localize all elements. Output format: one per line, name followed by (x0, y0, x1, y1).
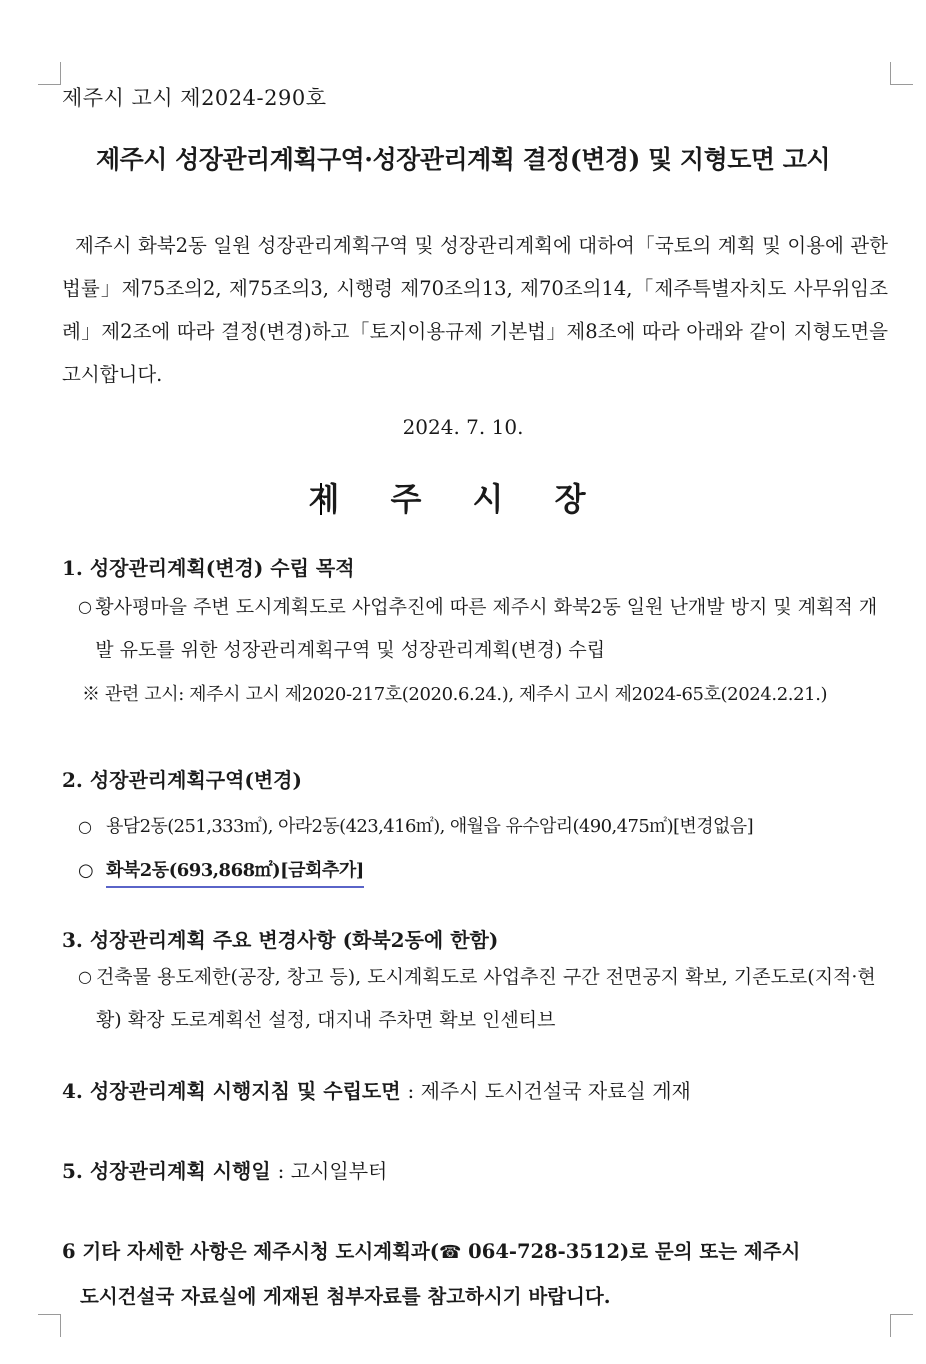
section6-line-1-end: 064-728-3512)로 문의 또는 제주시 (461, 1240, 801, 1263)
section1-related-notice: ※ 관련 고시: 제주시 고시 제2020-217호(2020.6.24.), 제주시 고시 제2024-65호(2024.2.21.) (82, 684, 828, 705)
body-paragraph (62, 224, 888, 396)
section1-bullet (78, 592, 890, 672)
bullet-circle-icon: ○ (78, 860, 94, 881)
section6-line-2: 도시건설국 자료실에 게재된 첨부자료를 참고하시기 바랍니다. (80, 1285, 611, 1308)
section6-closing (62, 1230, 888, 1319)
section2-heading: 2. 성장관리계획구역(변경) (62, 768, 302, 792)
section6-line-1 (62, 1230, 888, 1275)
notice-date: 2024. 7. 10. (402, 415, 524, 439)
section6-line-1-start: 6 기타 자세한 사항은 제주시청 도시계획과( (62, 1240, 439, 1263)
crop-mark-top-left (38, 62, 61, 85)
section2-bullet-2-text: 화북2동(693,868㎡)[금회추가] (106, 856, 364, 888)
signature-text: 제 주 시 장 (308, 480, 606, 518)
bullet-circle-icon: ○ (78, 967, 92, 986)
section2-bullet-1-text: 용담2동(251,333㎡), 아라2동(423,416㎡), 애월읍 유수암리(490,475㎡)[변경없음] (106, 816, 753, 837)
crop-mark-bottom-right (890, 1314, 913, 1337)
section2-bullet-1 (78, 812, 890, 842)
notice-number: 제주시 고시 제2024-290호 (62, 86, 327, 110)
document-title: 제주시 성장관리계획구역·성장관리계획 결정(변경) 및 지형도면 고시 (95, 145, 831, 174)
section3-bullet-text: 건축물 용도제한(공장, 창고 등), 도시계획도로 사업추진 구간 전면공지 확보, 기존도로(지적·현황) 확장 도로계획선 설정, 대지내 주차면 확보 인센티브 (95, 966, 876, 1031)
section3-bullet (78, 962, 890, 1042)
section5-value: : 고시일부터 (277, 1159, 388, 1183)
phone-icon: ☎ (438, 1242, 462, 1263)
body-text: 제주시 화북2동 일원 성장관리계획구역 및 성장관리계획에 대하여「국토의 계획 및 이용에 관한 법률」제75조의2, 제75조의3, 시행령 제70조의13, 제70조의14,「제주특별자치도 사무위임조례」제2조에 따라 결정(변경)하고「토지이용규제 기본법」제8조에 따라 아래와 같이 지형도면을 고시합니다. (62, 234, 888, 386)
section5-heading-text: 5. 성장관리계획 시행일 (62, 1159, 271, 1183)
signature-block (0, 474, 926, 520)
crop-mark-bottom-left (38, 1314, 61, 1337)
section2-bullet-2 (78, 856, 364, 888)
section5-heading (62, 1155, 387, 1184)
bullet-circle-icon: ○ (78, 597, 92, 616)
section1-bullet-text: 황사평마을 주변 도시계획도로 사업추진에 따른 제주시 화북2동 일원 난개발 방지 및 계획적 개발 유도를 위한 성장관리계획구역 및 성장관리계획(변경) 수립 (95, 596, 878, 661)
section3-heading: 3. 성장관리계획 주요 변경사항 (화북2동에 한함) (62, 928, 499, 952)
section1-heading: 1. 성장관리계획(변경) 수립 목적 (62, 556, 355, 580)
bullet-circle-icon: ○ (78, 817, 92, 836)
section4-heading-text: 4. 성장관리계획 시행지침 및 수립도면 (62, 1079, 401, 1103)
section4-value: : 제주시 도시건설국 자료실 게재 (407, 1079, 691, 1103)
crop-mark-top-right (890, 62, 913, 85)
section4-heading (62, 1075, 691, 1104)
